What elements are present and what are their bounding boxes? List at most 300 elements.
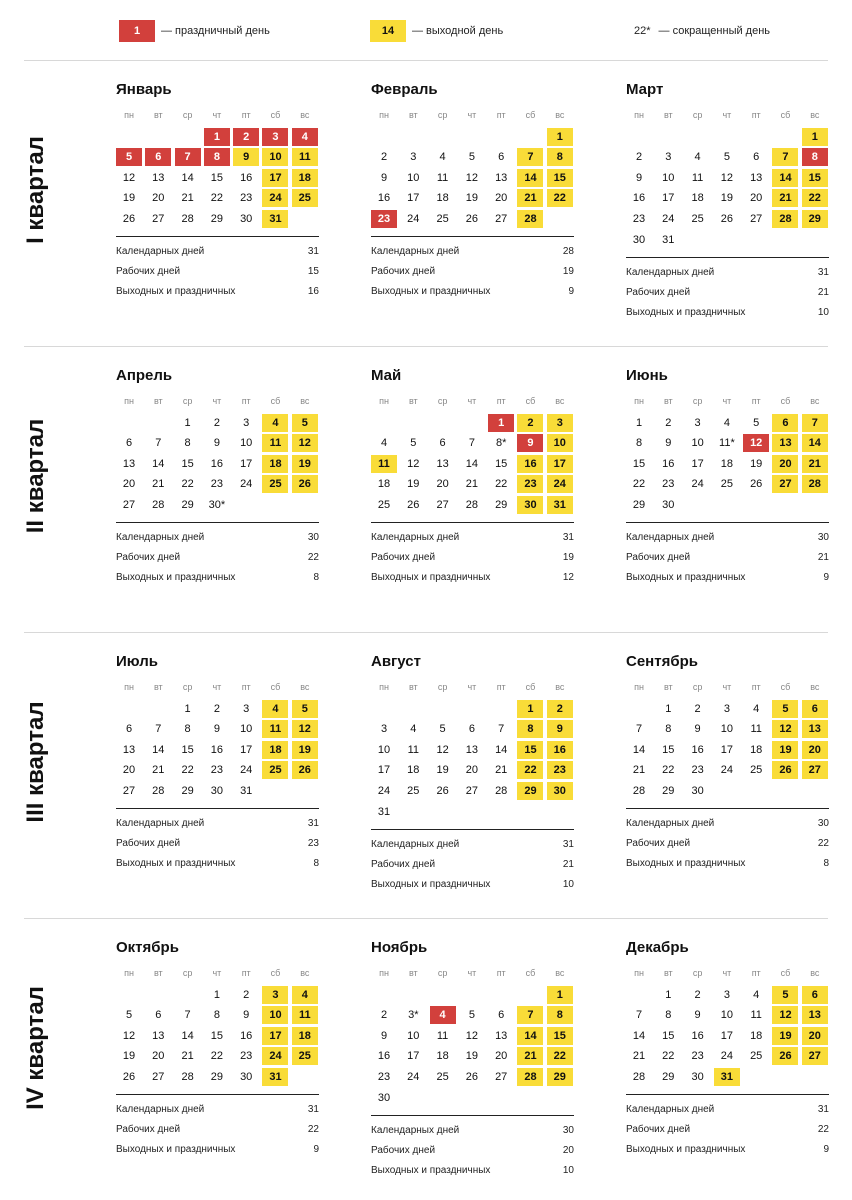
day-cell: 22: [495, 478, 508, 491]
day-cell: 17: [662, 192, 675, 205]
weekday-header: пт: [496, 968, 506, 978]
day-cell: 3: [723, 702, 730, 715]
day-cell: 8: [665, 723, 672, 736]
weekday-header: сб: [780, 110, 791, 120]
stat-row: [116, 814, 319, 834]
weekend-day-cell: 12: [772, 1006, 798, 1024]
weekend-day-cell: 11: [262, 720, 288, 738]
day-cell: 19: [407, 478, 420, 491]
day-cell: 10: [662, 171, 675, 184]
short-day-cell: 3*: [408, 1009, 419, 1022]
stat-row: [116, 1120, 319, 1140]
stat-value: 19: [562, 552, 574, 564]
stat-value: 9: [823, 1143, 829, 1155]
day-cell: 31: [377, 805, 391, 818]
weekend-day-cell: 7: [517, 148, 543, 166]
day-cell: 19: [750, 457, 763, 470]
day-cell: 18: [750, 1029, 763, 1042]
day-cell: 10: [720, 1009, 734, 1022]
short-day-cell: 11*: [719, 437, 735, 450]
stat-row: [371, 854, 574, 874]
weekend-day-cell: 18: [262, 741, 288, 759]
weekend-day-cell: 3: [262, 986, 288, 1004]
holiday-day-cell: 2: [233, 128, 259, 146]
day-cell: 27: [495, 1070, 508, 1083]
weekday-header: пт: [241, 682, 251, 692]
weekend-day-cell: 29: [517, 782, 543, 800]
month-block: [371, 367, 601, 587]
day-cell: 4: [753, 702, 760, 715]
weekday-header: сб: [270, 968, 281, 978]
short-day-sample: 22*: [634, 25, 651, 37]
day-cell: 25: [436, 1070, 449, 1083]
holiday-swatch: 1: [119, 20, 155, 42]
weekday-header: чт: [467, 682, 477, 692]
day-cell: 9: [213, 723, 220, 736]
day-cell: 19: [465, 1050, 479, 1063]
stat-value: 31: [562, 838, 574, 850]
weekend-day-cell: 19: [772, 741, 798, 759]
day-cell: 2: [694, 988, 701, 1001]
day-cell: 6: [125, 437, 133, 450]
day-cell: 25: [436, 212, 449, 225]
day-cell: 6: [468, 723, 475, 736]
day-cell: 30: [662, 498, 675, 511]
weekday-header: вт: [408, 396, 418, 406]
stat-label: Календарных дней: [116, 1104, 205, 1116]
day-cell: 2: [694, 702, 701, 715]
day-cell: 8: [635, 437, 643, 450]
day-cell: 26: [720, 212, 734, 225]
day-cell: 29: [210, 1070, 224, 1083]
weekday-header: сб: [525, 968, 536, 978]
day-cell: 17: [407, 1050, 420, 1063]
stat-label: Выходных и праздничных: [371, 571, 491, 583]
day-cell: 29: [632, 498, 646, 511]
stat-value: 9: [823, 571, 829, 583]
stat-label: Календарных дней: [371, 838, 460, 850]
empty-cell: [626, 700, 652, 718]
empty-cell: [116, 128, 142, 146]
holiday-day-cell: 6: [145, 148, 171, 166]
day-cell: 23: [240, 1050, 253, 1063]
day-cell: 16: [240, 1029, 253, 1042]
weekday-header: пт: [496, 396, 506, 406]
weekend-day-cell: 12: [292, 434, 318, 452]
month-grid: [371, 393, 601, 514]
weekday-header: вс: [300, 682, 310, 692]
weekend-swatch: 14: [370, 20, 406, 42]
day-cell: 23: [691, 1050, 704, 1063]
weekend-day-cell: 6: [802, 700, 828, 718]
day-cell: 2: [243, 988, 250, 1001]
weekend-day-cell: 12: [772, 720, 798, 738]
day-cell: 15: [181, 743, 194, 756]
stat-row: [116, 548, 319, 568]
day-cell: 24: [662, 212, 675, 225]
empty-cell: [145, 414, 171, 432]
day-cell: 15: [495, 457, 508, 470]
day-cell: 10: [240, 437, 253, 450]
month-block: [626, 367, 852, 587]
weekend-day-cell: 7: [802, 414, 828, 432]
weekend-day-cell: 6: [772, 414, 798, 432]
empty-cell: [175, 128, 201, 146]
weekday-header: ср: [182, 396, 193, 406]
month-stats: [371, 522, 574, 587]
day-cell: 9: [380, 171, 388, 184]
month-stats: [116, 522, 319, 587]
stat-value: 31: [307, 818, 319, 830]
weekend-day-cell: 30: [547, 782, 573, 800]
day-cell: 26: [436, 784, 449, 797]
weekend-day-cell: 5: [772, 986, 798, 1004]
empty-cell: [430, 700, 456, 718]
day-cell: 7: [155, 437, 162, 450]
day-cell: 4: [723, 416, 730, 429]
month-title: Январь: [116, 81, 172, 98]
quarter-label: IV квартал: [22, 986, 49, 1110]
weekday-header: сб: [780, 682, 791, 692]
weekday-header: вт: [408, 682, 418, 692]
quarter-divider: [24, 632, 828, 633]
month-grid: [116, 393, 346, 514]
weekend-day-cell: 24: [547, 475, 573, 493]
stat-label: Календарных дней: [371, 246, 460, 258]
day-cell: 20: [495, 192, 508, 205]
day-cell: 1: [184, 416, 191, 429]
month-block: [626, 81, 852, 322]
month-grid: [626, 107, 852, 249]
day-cell: 6: [498, 151, 505, 164]
stat-value: 30: [817, 818, 829, 830]
month-grid: [371, 679, 601, 821]
day-cell: 28: [632, 1070, 646, 1083]
holiday-day-cell: 3: [262, 128, 288, 146]
weekend-day-cell: 29: [802, 210, 828, 228]
header-divider: [24, 60, 828, 61]
day-cell: 15: [662, 1029, 675, 1042]
day-cell: 12: [122, 171, 136, 184]
weekday-header: вс: [810, 396, 820, 406]
day-cell: 26: [465, 1070, 479, 1083]
stat-row: [371, 874, 574, 894]
weekday-header: чт: [722, 968, 732, 978]
day-cell: 8: [184, 437, 191, 450]
day-cell: 24: [407, 1070, 420, 1083]
weekend-day-cell: 26: [292, 475, 318, 493]
day-cell: 31: [240, 784, 253, 797]
stat-label: Рабочих дней: [626, 552, 691, 564]
month-title: Август: [371, 653, 421, 670]
weekend-day-cell: 19: [772, 1027, 798, 1045]
day-cell: 20: [122, 764, 136, 777]
weekday-header: ср: [182, 110, 193, 120]
day-cell: 12: [122, 1029, 136, 1042]
weekend-day-cell: 26: [772, 1047, 798, 1065]
day-cell: 26: [750, 478, 763, 491]
day-cell: 29: [495, 498, 508, 511]
day-cell: 17: [240, 743, 253, 756]
day-cell: 2: [380, 151, 388, 164]
weekday-header: вт: [663, 682, 673, 692]
weekday-header: вт: [663, 110, 673, 120]
stat-row: [116, 568, 319, 588]
stat-value: 9: [313, 1143, 319, 1155]
day-cell: 1: [213, 988, 220, 1001]
weekday-header: пт: [751, 110, 761, 120]
day-cell: 5: [125, 1009, 133, 1022]
day-cell: 17: [377, 764, 391, 777]
empty-cell: [743, 128, 769, 146]
day-cell: 13: [750, 171, 763, 184]
quarter-label: II квартал: [22, 418, 49, 534]
weekend-day-cell: 12: [292, 720, 318, 738]
weekend-day-cell: 31: [262, 1068, 288, 1086]
stat-row: [626, 548, 829, 568]
weekday-header: пт: [496, 682, 506, 692]
month-grid: [626, 393, 852, 514]
day-cell: 4: [439, 151, 446, 164]
stat-label: Выходных и праздничных: [116, 857, 236, 869]
month-block: [626, 653, 852, 873]
weekend-day-cell: 22: [547, 189, 573, 207]
empty-cell: [145, 128, 171, 146]
day-cell: 19: [436, 764, 449, 777]
weekend-day-cell: 15: [802, 169, 828, 187]
month-block: [116, 81, 346, 301]
weekend-day-cell: 7: [517, 1006, 543, 1024]
stat-row: [626, 834, 829, 854]
month-grid: [116, 965, 346, 1086]
empty-cell: [400, 128, 426, 146]
weekend-day-cell: 14: [772, 169, 798, 187]
weekday-header: ср: [182, 682, 193, 692]
day-cell: 1: [665, 702, 672, 715]
day-cell: 24: [407, 212, 420, 225]
weekend-day-cell: 25: [262, 761, 288, 779]
day-cell: 24: [691, 478, 704, 491]
holiday-day-cell: 5: [116, 148, 142, 166]
stat-value: 30: [562, 1124, 574, 1136]
stat-value: 15: [307, 266, 319, 278]
day-cell: 9: [213, 437, 220, 450]
day-cell: 10: [407, 171, 420, 184]
empty-cell: [685, 128, 711, 146]
weekend-day-cell: 25: [262, 475, 288, 493]
day-cell: 13: [465, 743, 479, 756]
day-cell: 2: [665, 416, 672, 429]
empty-cell: [459, 700, 485, 718]
day-cell: 9: [243, 1009, 250, 1022]
holiday-day-cell: 1: [204, 128, 230, 146]
day-cell: 21: [465, 478, 479, 491]
day-cell: 25: [377, 498, 391, 511]
empty-cell: [626, 986, 652, 1004]
day-cell: 21: [632, 764, 646, 777]
month-stats: [116, 1094, 319, 1159]
day-cell: 17: [407, 192, 420, 205]
weekday-header: пт: [496, 110, 506, 120]
day-cell: 29: [181, 498, 194, 511]
day-cell: 20: [152, 192, 165, 205]
stat-row: [626, 1140, 829, 1160]
day-cell: 13: [436, 457, 449, 470]
stat-label: Рабочих дней: [371, 266, 436, 278]
weekend-day-cell: 22: [802, 189, 828, 207]
weekday-header: пн: [634, 110, 644, 120]
stat-row: [626, 814, 829, 834]
weekend-day-cell: 2: [517, 414, 543, 432]
weekday-header: вт: [153, 968, 163, 978]
month-stats: [116, 236, 319, 301]
stat-value: 19: [562, 266, 574, 278]
weekend-day-cell: 14: [802, 434, 828, 452]
stat-label: Календарных дней: [116, 246, 205, 258]
month-grid: [626, 679, 852, 800]
weekday-header: вс: [300, 396, 310, 406]
day-cell: 1: [665, 988, 672, 1001]
weekend-day-cell: 27: [772, 475, 798, 493]
weekday-header: пн: [634, 396, 644, 406]
weekend-day-cell: 28: [772, 210, 798, 228]
weekend-day-cell: 4: [262, 414, 288, 432]
day-cell: 24: [240, 478, 253, 491]
holiday-legend-text: — праздничный день: [161, 25, 270, 37]
day-cell: 1: [635, 416, 643, 429]
stat-label: Календарных дней: [116, 818, 205, 830]
day-cell: 28: [181, 212, 194, 225]
day-cell: 18: [407, 764, 420, 777]
weekday-header: пн: [634, 968, 644, 978]
weekday-header: чт: [212, 682, 222, 692]
stat-row: [371, 835, 574, 855]
month-grid: [116, 107, 346, 228]
stat-row: [116, 528, 319, 548]
weekday-header: чт: [467, 110, 477, 120]
stat-value: 28: [562, 246, 574, 258]
weekday-header: вт: [663, 396, 673, 406]
stat-label: Календарных дней: [626, 1104, 715, 1116]
stat-value: 21: [562, 858, 574, 870]
day-cell: 8: [184, 723, 191, 736]
day-cell: 14: [495, 743, 508, 756]
stat-label: Рабочих дней: [626, 1124, 691, 1136]
stat-row: [371, 528, 574, 548]
day-cell: 11: [436, 1029, 449, 1042]
day-cell: 7: [635, 1009, 643, 1022]
day-cell: 22: [632, 478, 646, 491]
day-cell: 10: [691, 437, 704, 450]
weekday-header: пт: [751, 682, 761, 692]
weekend-day-cell: 26: [292, 761, 318, 779]
weekend-day-cell: 21: [517, 1047, 543, 1065]
day-cell: 21: [495, 764, 508, 777]
weekday-header: вс: [555, 682, 565, 692]
weekend-day-cell: 4: [262, 700, 288, 718]
weekend-day-cell: 13: [802, 720, 828, 738]
day-cell: 16: [691, 1029, 704, 1042]
day-cell: 21: [632, 1050, 646, 1063]
weekend-day-cell: 20: [802, 1027, 828, 1045]
weekday-header: сб: [270, 110, 281, 120]
stat-label: Выходных и праздничных: [116, 285, 236, 297]
weekend-day-cell: 22: [547, 1047, 573, 1065]
day-cell: 23: [691, 764, 704, 777]
stat-label: Календарных дней: [371, 532, 460, 544]
weekday-header: пн: [634, 682, 644, 692]
weekend-day-cell: 23: [517, 475, 543, 493]
day-cell: 23: [632, 212, 646, 225]
day-cell: 2: [380, 1009, 388, 1022]
stat-value: 20: [562, 1144, 574, 1156]
holiday-day-cell: 8: [802, 148, 828, 166]
quarter-label: III квартал: [22, 701, 49, 823]
day-cell: 5: [468, 1009, 475, 1022]
day-cell: 18: [720, 457, 734, 470]
weekday-header: чт: [467, 396, 477, 406]
empty-cell: [714, 128, 740, 146]
day-cell: 27: [122, 498, 136, 511]
weekday-header: сб: [270, 682, 281, 692]
stat-value: 30: [307, 532, 319, 544]
day-cell: 14: [632, 743, 646, 756]
day-cell: 20: [436, 478, 449, 491]
day-cell: 25: [720, 478, 734, 491]
stat-value: 31: [562, 532, 574, 544]
stat-value: 8: [313, 571, 319, 583]
day-cell: 19: [122, 1050, 136, 1063]
month-title: Июнь: [626, 367, 668, 384]
weekday-header: пн: [124, 110, 134, 120]
empty-cell: [430, 414, 456, 432]
weekend-day-cell: 16: [547, 741, 573, 759]
stat-label: Выходных и праздничных: [626, 1143, 746, 1155]
day-cell: 26: [465, 212, 479, 225]
stat-row: [116, 282, 319, 302]
stat-label: Рабочих дней: [626, 838, 691, 850]
day-cell: 4: [753, 988, 760, 1001]
month-block: [116, 367, 346, 587]
weekday-header: пн: [379, 968, 389, 978]
stat-row: [626, 263, 829, 283]
stat-label: Рабочих дней: [116, 266, 181, 278]
weekday-header: пт: [241, 968, 251, 978]
month-block: [626, 939, 852, 1159]
month-title: Июль: [116, 653, 158, 670]
stat-value: 8: [313, 857, 319, 869]
empty-cell: [145, 986, 171, 1004]
day-cell: 20: [465, 764, 479, 777]
weekday-header: пн: [379, 682, 389, 692]
day-cell: 14: [632, 1029, 646, 1042]
weekend-day-cell: 11: [371, 455, 397, 473]
month-stats: [626, 1094, 829, 1159]
weekend-day-cell: 21: [772, 189, 798, 207]
weekend-day-cell: 25: [292, 1047, 318, 1065]
weekend-day-cell: 2: [547, 700, 573, 718]
day-cell: 30: [691, 784, 704, 797]
stat-row: [626, 282, 829, 302]
day-cell: 4: [410, 723, 417, 736]
day-cell: 17: [720, 1029, 734, 1042]
stat-label: Выходных и праздничных: [116, 571, 236, 583]
day-cell: 25: [691, 212, 704, 225]
day-cell: 13: [495, 1029, 508, 1042]
day-cell: 27: [122, 784, 136, 797]
stat-value: 30: [817, 532, 829, 544]
day-cell: 3: [694, 416, 701, 429]
